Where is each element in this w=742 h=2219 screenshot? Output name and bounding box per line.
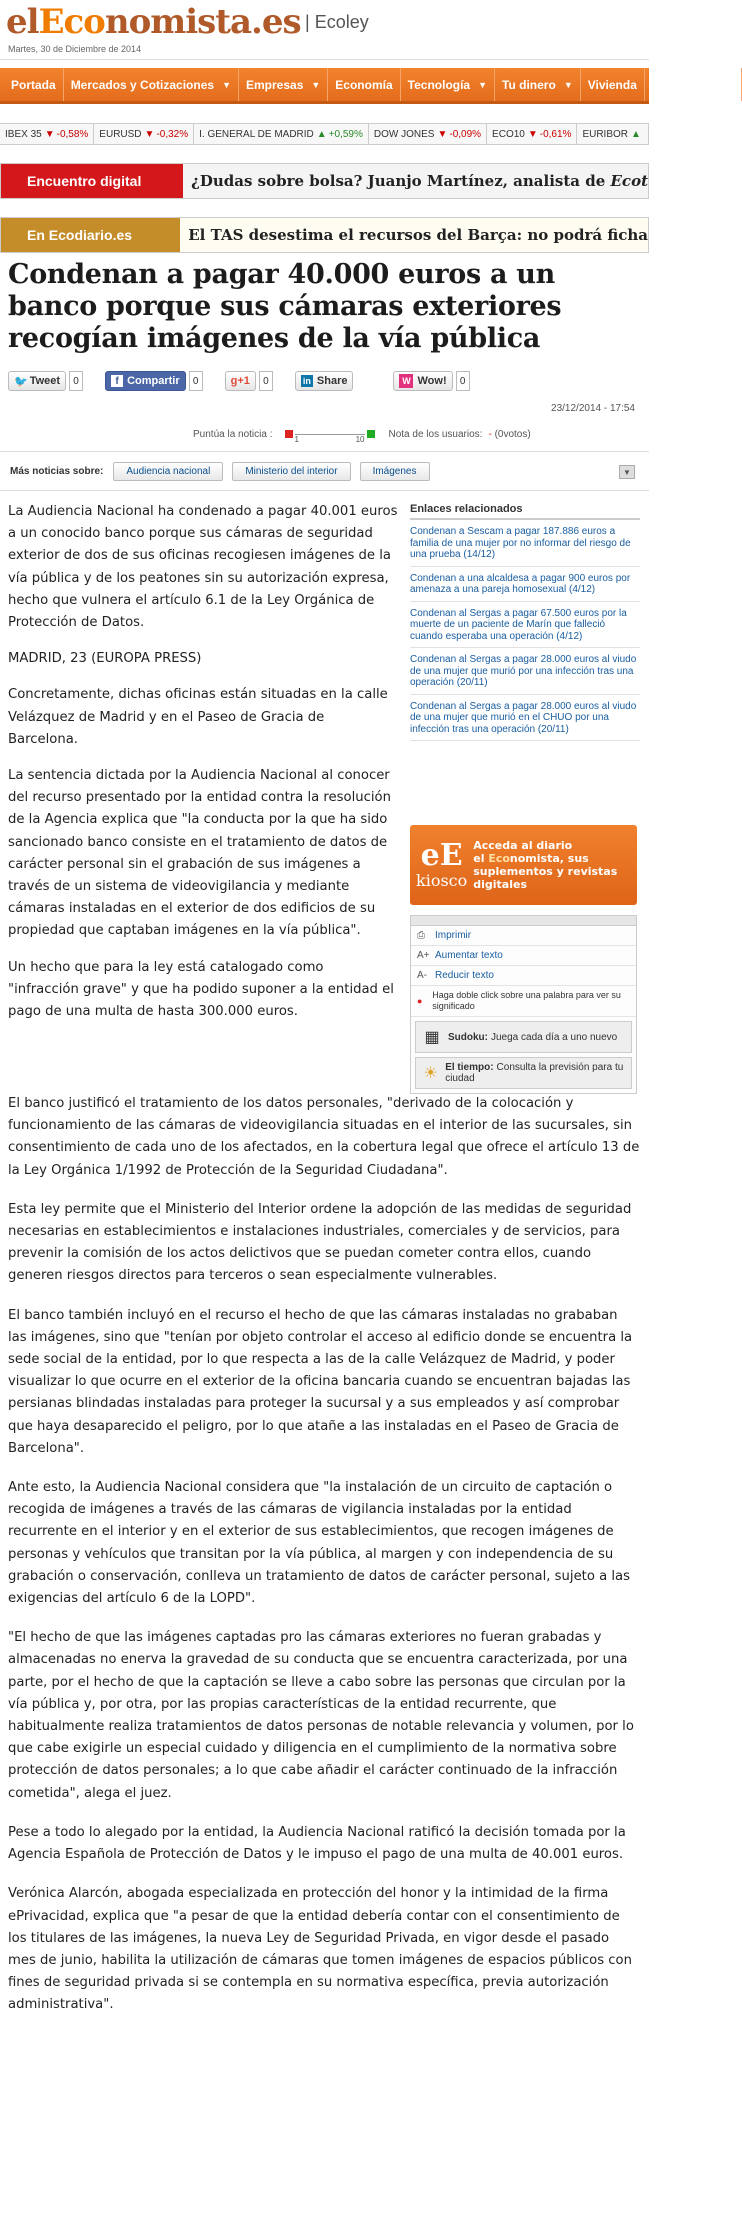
nav-item-label: Empresas xyxy=(246,77,304,92)
ticker-item[interactable] xyxy=(94,124,194,144)
slider-min: 1 xyxy=(294,435,299,444)
article-body-full xyxy=(8,1093,640,2034)
nav-item-label: Tecnología xyxy=(407,77,471,92)
related-link[interactable]: Condenan a una alcaldesa a pagar 900 euros por amenaza a una pareja homosexual (4/12) xyxy=(410,573,640,602)
kiosco-text-nomista: nomista xyxy=(509,852,560,865)
tweet-count: 0 xyxy=(69,371,83,391)
ticker-item[interactable] xyxy=(487,124,577,144)
kiosco-logo xyxy=(416,837,468,890)
sudoku-desc: Juega cada día a uno nuevo xyxy=(491,1031,618,1043)
ticker-value: -0,61% xyxy=(539,128,572,140)
encuentro-text-main: ¿Dudas sobre bolsa? Juanjo Martínez, analista de xyxy=(191,172,611,190)
facebook-share-label: Compartir xyxy=(127,375,180,387)
arrow-up-icon: ▲ xyxy=(631,128,641,140)
ticker-value: -0,58% xyxy=(56,128,89,140)
chevron-down-icon: ▼ xyxy=(311,79,321,90)
ticker-item[interactable] xyxy=(0,124,94,144)
nav-item-6[interactable] xyxy=(581,68,645,101)
users-rating-votes: (0votos) xyxy=(494,428,531,440)
arrow-up-icon: ▲ xyxy=(316,128,327,140)
chevron-down-icon: ▼ xyxy=(478,79,488,90)
encuentro-banner[interactable] xyxy=(0,163,649,199)
more-news-bar xyxy=(0,451,649,491)
linkedin-share-label: Share xyxy=(316,375,348,387)
gplus-icon: g xyxy=(230,375,238,387)
rating-track[interactable] xyxy=(295,434,365,442)
ticker-name: EURIBOR xyxy=(582,128,628,140)
related-list xyxy=(410,526,640,741)
more-news-label: Más noticias sobre: xyxy=(10,465,104,477)
sudoku-bold: Sudoku: xyxy=(448,1031,488,1043)
facebook-icon: f xyxy=(111,375,123,387)
article-title: Condenan a pagar 40.000 euros a un banco porque sus cámaras exteriores recogían imágenes de la vía pública xyxy=(8,259,562,354)
tag-list xyxy=(113,462,438,481)
kiosco-logo-word: kiosco xyxy=(416,870,468,890)
wow-icon: W xyxy=(399,374,413,388)
article-paragraph: Ante esto, la Audiencia Nacional considera que "la instalación de un circuito de captación o recogida de imágenes a través de las cámaras de vigilancia instaladas por la entidad recurrente en el interior y en el exterior de sus establecimientos, que recogen imágenes de personas y vehículos que transitan por la vía pública, al margen y con independencia de su grabación o conservación, conlleva un tratamiento de datos de carácter personal, sujeto a las exigencias del artículo 6 de la LOPD". xyxy=(8,1480,631,1607)
article-paragraph: "El hecho de que las imágenes captadas pro las cámaras exteriores no fueran grabadas y almacenadas no enerva la gravedad de su conducta que se encuentra caracterizada, por una parte, por el hecho de que la captación se lleve a cabo sobre las personas que circulan por la vía pública y, por otra, por las propias características de la entidad recurrente, que habitualmente realiza tratamientos de datos personas de notable relevancia y volumen, por lo que cabe exigirle un especial cuidado y diligencia en el cumplimiento de la normativa sobre protección de datos personales; a lo que cabe añadir el carácter continuado de la infracción cometida", alega el juez. xyxy=(8,1630,634,1801)
market-ticker xyxy=(0,123,649,145)
ticker-item[interactable] xyxy=(369,124,487,144)
dictionary-label: Haga doble click sobre una palabra para ver su significado xyxy=(432,990,621,1011)
site-logo[interactable] xyxy=(6,2,301,42)
article-paragraph: Esta ley permite que el Ministerio del Interior ordene la adopción de las medidas de seguridad necesarias en establecimientos e instalaciones industriales, comerciales y de servicios, para prevenir la comisión de los actos delictivos que se puedan cometer contra ellos, cuando generen riesgos directos para terceros o sean especialmente vulnerables. xyxy=(8,1201,632,1284)
weather-desc: Consulta la previsión para tu ciudad xyxy=(445,1062,624,1084)
nav-item-4[interactable] xyxy=(401,68,495,101)
related-link[interactable]: Condenan al Sergas a pagar 28.000 euros al viudo de una mujer que murió por una infección tras una operación (20/11) xyxy=(410,654,640,695)
print-link[interactable] xyxy=(411,926,636,946)
article-content xyxy=(0,491,649,2151)
wow-label: Wow! xyxy=(417,375,447,387)
logo-eco: Eco xyxy=(38,2,105,42)
related-link[interactable]: Condenan a Sescam a pagar 187.886 euros a familia de una mujer por no informar del riesgo de una prueba (14/12) xyxy=(410,526,640,567)
chevron-down-icon: ▼ xyxy=(563,79,573,90)
rating-minus-icon[interactable] xyxy=(285,430,293,438)
encuentro-label: Encuentro digital xyxy=(1,164,183,198)
weather-bold: El tiempo: xyxy=(445,1062,494,1073)
logo-el: el xyxy=(6,2,39,42)
gplus-count: 0 xyxy=(259,371,273,391)
rating-bar xyxy=(0,423,649,445)
twitter-icon: 🐦 xyxy=(14,375,28,388)
facebook-share-button[interactable] xyxy=(105,371,186,391)
printer-icon: ⎙ xyxy=(417,930,425,941)
nav-item-label: Opinión/Blogs xyxy=(651,77,734,92)
section-label: Ecoley xyxy=(314,12,369,32)
nav-item-0[interactable] xyxy=(4,68,64,101)
nav-item-3[interactable] xyxy=(328,68,400,101)
wow-button[interactable] xyxy=(393,371,452,391)
ticker-name: IBEX 35 xyxy=(5,128,42,140)
nav-item-label: Vivienda xyxy=(587,77,637,92)
sudoku-text xyxy=(448,1032,617,1043)
ticker-item[interactable] xyxy=(194,124,369,144)
chevron-down-icon: ▼ xyxy=(222,79,231,90)
header-date: Martes, 30 de Diciembre de 2014 xyxy=(8,44,142,54)
logo-rest: nomista.es xyxy=(104,2,301,42)
article-paragraph: Verónica Alarcón, abogada especializada en protección del honor y la intimidad de la firma ePrivacidad, explica que "a pesar de que la entidad debería contar con el consentimiento de los titulares de las imágenes, la nueva Ley de Seguridad Privada, en vigor desde el pasado mes de junio, habilita la utilización de cámaras que tomen imágenes de espacios públicos con fines de seguridad privada si se contempla en su normativa específica, previa autorización administrativa". xyxy=(8,1886,632,2013)
article-date: 23/12/2014 - 17:54 xyxy=(551,403,635,414)
article-body-narrow xyxy=(8,501,398,1037)
nav-item-label: Portada xyxy=(11,77,56,92)
dictionary-icon: ● xyxy=(417,995,423,1006)
nav-item-label: Mercados y Cotizaciones xyxy=(70,77,215,92)
article-paragraph: La sentencia dictada por la Audiencia Nacional al conocer del recurso presentado por la entidad contra la resolución de la Agencia explica que "la conducta por la que ha sido sancionado banco consiste en el tratamiento de datos de carácter personal sin el grabación de sus imágenes a través de un sistema de videovigilancia y mediante cámaras instaladas en el exterior de dos edificios de su propiedad que captaban imágenes en la vía pública". xyxy=(8,768,391,939)
related-link[interactable]: Condenan al Sergas a pagar 28.000 euros al viudo de una mujer que murió en el CHUO por una infección tras una operación (20/11) xyxy=(410,701,640,742)
ticker-value: -0,09% xyxy=(449,128,482,140)
text-decrease-icon: A- xyxy=(417,970,427,981)
arrow-down-icon: ▼ xyxy=(144,128,155,140)
rating-label: Puntúa la noticia : xyxy=(193,428,273,440)
wow-count: 0 xyxy=(456,371,470,391)
tools-bar xyxy=(411,916,636,926)
kiosco-text xyxy=(467,839,637,891)
nav-item-5[interactable] xyxy=(495,68,581,101)
main-nav xyxy=(0,68,734,104)
ecodiario-banner[interactable] xyxy=(0,217,649,253)
nav-item-1[interactable] xyxy=(64,68,239,101)
gplus-label: +1 xyxy=(237,375,250,387)
arrow-down-icon: ▼ xyxy=(527,128,538,140)
encuentro-text[interactable] xyxy=(183,172,648,190)
linkedin-icon: in xyxy=(302,376,311,386)
ticker-value: +0,59% xyxy=(328,128,363,140)
related-link[interactable]: Condenan al Sergas a pagar 67.500 euros por la muerte de un paciente de Marín que falleció cuando esperaba una operación (4/12) xyxy=(410,608,640,649)
rating-plus-icon[interactable] xyxy=(367,430,375,438)
article-paragraph: El banco también incluyó en el recurso el hecho de que las cámaras instaladas no grababan las imágenes, sino que "tenían por objeto controlar el acceso al edificio donde se encuentra la sede social de la entidad, por lo que respecta a las de la calle Velázquez de Madrid, y poder visualizar lo que ocurre en el exterior de la oficina bancaria cuando se encuentran bajadas las persianas blindadas instaladas para proteger la sucursal y a sus empleados y así comprobar que haya desaparecido el peligro, por lo que atañe a las instaladas en el Paseo de Gracia de Barcelona". xyxy=(8,1307,633,1456)
article-paragraph: El banco justificó el tratamiento de los datos personales, "derivado de la colocación y funcionamiento de las cámaras de videovigilancia situadas en el interior de las sucursales, sin consentimiento de cada uno de los afectados, en la cobertura legal que ofrece el artículo 13 de la Ley Orgánica 1/1992 de Protección de la Seguridad Ciudadana". xyxy=(8,1096,640,1178)
ticker-name: EURUSD xyxy=(99,128,142,140)
increase-text-link[interactable] xyxy=(411,946,636,966)
decrease-text-label: Reducir texto xyxy=(435,970,494,981)
kiosco-text-rest: , sus suplementos y revistas digitales xyxy=(473,852,618,891)
sudoku-icon: ▦ xyxy=(424,1029,440,1046)
related-links xyxy=(410,503,640,747)
kiosco-text-eco: Eco xyxy=(488,852,510,865)
related-title: Enlaces relacionados xyxy=(410,503,640,520)
ticker-name: I. GENERAL DE MADRID xyxy=(199,128,314,140)
tweet-button[interactable] xyxy=(8,371,66,391)
decrease-text-link[interactable] xyxy=(411,966,636,986)
arrow-down-icon: ▼ xyxy=(44,128,55,140)
tag-button[interactable]: Imágenes xyxy=(360,462,430,481)
rating-slider[interactable] xyxy=(285,430,375,444)
social-bar xyxy=(0,369,649,393)
tweet-label: Tweet xyxy=(29,375,61,387)
tag-button[interactable]: Ministerio del interior xyxy=(232,462,350,481)
ticker-name: ECO10 xyxy=(492,128,525,140)
facebook-count: 0 xyxy=(189,371,203,391)
ecodiario-label: En Ecodiario.es xyxy=(1,218,180,252)
kiosco-text-line1: Acceda al diario xyxy=(473,839,573,852)
gplus-button[interactable] xyxy=(225,371,256,391)
article-paragraph: Un hecho que para la ley está catalogado como "infracción grave" y que ha podido suponer a la entidad el pago de una multa de hasta 300.000 euros. xyxy=(8,959,394,1020)
kiosco-text-el: el xyxy=(473,852,489,865)
nav-item-label: Economía xyxy=(335,77,393,92)
section-name[interactable]: | Ecoley xyxy=(305,12,369,32)
article-paragraph: Pese a todo lo alegado por la entidad, la Audiencia Nacional ratificó la decisión tomada por la Agencia Española de Protección de Datos y le impuso el pago de una multa de 40.001 euros. xyxy=(8,1824,626,1863)
print-label: Imprimir xyxy=(435,930,472,941)
ticker-value: -0,32% xyxy=(156,128,189,140)
weather-link[interactable] xyxy=(415,1057,632,1089)
slider-max: 10 xyxy=(355,435,365,444)
nav-item-7[interactable] xyxy=(645,68,742,101)
chevron-down-icon[interactable]: ▼ xyxy=(619,465,635,479)
weather-icon: ☀ xyxy=(423,1065,438,1082)
ecodiario-text[interactable]: El TAS desestima el recursos del Barça: no podrá ficha xyxy=(188,226,648,244)
text-increase-icon: A+ xyxy=(417,950,430,961)
article-paragraph: Concretamente, dichas oficinas están situadas en la calle Velázquez de Madrid y en el Paseo de Gracia de Barcelona. xyxy=(8,687,388,747)
sudoku-link[interactable] xyxy=(415,1021,632,1053)
encuentro-text-em: Ecot xyxy=(610,172,648,190)
tag-button[interactable]: Audiencia nacional xyxy=(113,462,223,481)
kiosco-banner[interactable] xyxy=(410,825,637,905)
article-paragraph: MADRID, 23 (EUROPA PRESS) xyxy=(8,651,202,667)
nav-item-label: Tu dinero xyxy=(502,77,556,92)
users-rating-label: Nota de los usuarios: xyxy=(388,428,483,440)
users-rating-star: - xyxy=(488,428,492,440)
users-rating-value xyxy=(488,429,530,440)
article-paragraph: La Audiencia Nacional ha condenado a pagar 40.001 euros a un conocido banco porque sus cámaras de seguridad exterior de dos de sus oficinas recogiesen imágenes de la vía pública y de los peatones sin su autorización expresa, hecho que vulnera el artículo 6.1 de la Ley Orgánica de Protección de Datos. xyxy=(8,504,398,631)
site-header xyxy=(0,0,649,60)
arrow-down-icon: ▼ xyxy=(437,128,448,140)
tools-panel xyxy=(410,915,637,1094)
dictionary-hint xyxy=(411,986,636,1017)
increase-text-label: Aumentar texto xyxy=(435,950,503,961)
nav-item-2[interactable] xyxy=(239,68,328,101)
ticker-item[interactable] xyxy=(577,124,648,144)
weather-text xyxy=(445,1062,631,1084)
kiosco-logo-e: eE xyxy=(420,837,463,873)
ticker-name: DOW JONES xyxy=(373,128,435,140)
linkedin-share-button[interactable] xyxy=(295,371,354,391)
